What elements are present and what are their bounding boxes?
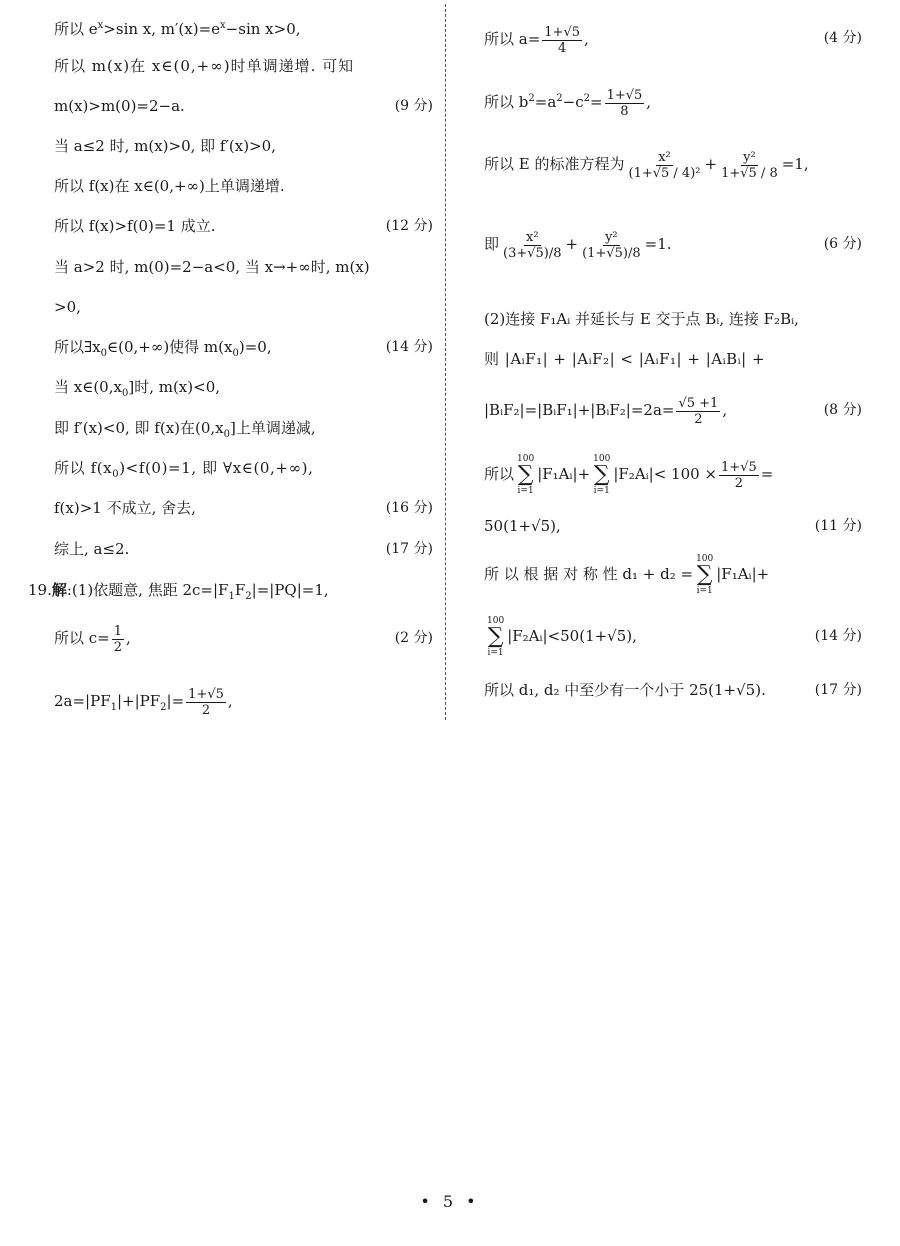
solution-line: [54, 16, 301, 39]
text: ,: [227, 692, 233, 710]
solution-line: [484, 452, 773, 496]
text: 2: [160, 702, 167, 713]
text: 当 x∈(0,x: [54, 378, 122, 396]
text: −c: [562, 93, 584, 111]
numerator: x²: [526, 229, 539, 245]
text: 0: [223, 429, 231, 440]
solution-line: (2)连接 F₁Aᵢ 并延长与 E 交于点 Bᵢ, 连接 F₂Bᵢ,: [484, 310, 799, 328]
text: ,: [722, 401, 728, 419]
sum-lower-limit: i=1: [696, 586, 713, 596]
denominator: 2: [694, 411, 703, 427]
text: =a: [534, 93, 557, 111]
text: |F₂Aᵢ|< 100 ×: [613, 465, 718, 483]
solution-line: [54, 684, 233, 725]
sum-upper-limit: 100: [593, 454, 611, 464]
solution-line: [484, 22, 589, 56]
score-mark: (14 分): [385, 339, 433, 355]
text: 0: [100, 348, 107, 359]
text: 所以 e: [54, 20, 98, 38]
text: 所以 b: [484, 93, 529, 111]
score-mark: (14 分): [814, 628, 862, 644]
solution-line: 50(1+√5),: [484, 517, 561, 535]
fraction: [501, 230, 564, 261]
solution-line: [484, 82, 651, 119]
numerator: 1+√5: [721, 459, 757, 475]
text: x: [220, 20, 226, 31]
numerator: 1+√5: [188, 686, 224, 702]
denominator: (3+√5)/8: [503, 245, 562, 261]
fraction: [542, 25, 582, 56]
text: |BᵢF₂|=|BᵢF₁|+|BᵢF₂|=2a=: [484, 401, 675, 419]
solution-line: [54, 418, 316, 445]
text: ]上单调递减,: [230, 419, 316, 437]
text: |=|PQ|=1,: [251, 581, 329, 599]
summation-symbol: [487, 616, 504, 658]
text: 所以 a=: [484, 30, 541, 48]
fraction: [580, 230, 643, 261]
text: 1: [110, 702, 117, 713]
numerator: 1+√5: [544, 24, 580, 40]
column-divider: [445, 4, 446, 720]
sigma-glyph: ∑: [696, 562, 713, 587]
text: −sin x>0,: [225, 20, 301, 38]
text: 即: [484, 235, 500, 253]
text: =1.: [644, 235, 672, 253]
solution-line: m(x)>m(0)=2−a.: [54, 97, 185, 115]
text: +: [704, 155, 718, 173]
text: 1: [228, 591, 235, 602]
text: |F₁Aᵢ|+: [716, 565, 770, 583]
denominator: (1+√5 / 4)²: [628, 165, 701, 181]
text: |F₂Aᵢ|<50(1+√5),: [507, 627, 637, 645]
text: F: [234, 581, 246, 599]
text: +: [565, 235, 579, 253]
text: ,: [646, 93, 652, 111]
text: 所以∃x: [54, 338, 101, 356]
score-mark: (2 分): [394, 630, 433, 646]
sum-upper-limit: 100: [487, 616, 505, 626]
text: x: [97, 20, 104, 31]
denominator: 4: [558, 40, 567, 56]
solution-line: 所以 m(x)在 x∈(0,+∞)时单调递增. 可知: [54, 57, 355, 75]
numerator: √5 +1: [678, 395, 719, 411]
denominator: 2: [734, 475, 744, 491]
page-number: • 5 •: [420, 1192, 480, 1211]
text: 所以 c=: [54, 629, 110, 647]
text: 0: [232, 348, 239, 359]
solution-line: [484, 393, 727, 427]
fraction: [605, 88, 645, 119]
numerator: 1+√5: [606, 87, 643, 103]
text: |F₁Aᵢ|+: [537, 465, 591, 483]
text: =: [760, 465, 774, 483]
solution-line: 综上, a≤2.: [54, 540, 130, 558]
solution-line: 所以 d₁, d₂ 中至少有一个小于 25(1+√5).: [484, 681, 766, 699]
denominator: 1+√5 / 8: [721, 165, 778, 181]
solution-line: [484, 142, 809, 186]
solution-line: 当 a>2 时, m(0)=2−a<0, 当 x→+∞时, m(x): [54, 258, 370, 276]
question-number: 19.: [28, 581, 52, 599]
denominator: 2: [201, 702, 211, 718]
solution-line: [54, 377, 220, 404]
text: =1,: [781, 155, 809, 173]
text: 所以 f(x: [54, 459, 113, 477]
score-mark: (6 分): [823, 236, 862, 252]
solution-line: 则 |AᵢF₁| + |AᵢF₂| < |AᵢF₁| + |AᵢBᵢ| +: [484, 350, 766, 368]
solution-line: [484, 552, 769, 596]
numerator: 1: [113, 623, 123, 639]
score-mark: (11 分): [814, 518, 862, 534]
fraction: [719, 150, 780, 181]
denominator: 2: [113, 639, 123, 655]
solution-line: f(x)>1 不成立, 舍去,: [54, 499, 196, 517]
text: >sin x, m′(x)=e: [103, 20, 221, 38]
numerator: y²: [743, 149, 756, 165]
fraction: [186, 687, 226, 718]
text: 即 f′(x)<0, 即 f(x)在(0,x: [54, 419, 224, 437]
text: |=: [166, 692, 185, 710]
sum-lower-limit: i=1: [593, 486, 610, 496]
sum-upper-limit: 100: [696, 554, 714, 564]
text: 2: [556, 93, 563, 104]
text: 2: [245, 591, 252, 602]
text: :(1)依题意, 焦距 2c=|F: [66, 581, 229, 599]
text: 0: [112, 469, 120, 480]
solution-line: [54, 458, 314, 485]
text: =: [590, 93, 603, 111]
text: 所 以 根 据 对 称 性 d₁ + d₂ =: [484, 565, 694, 583]
solution-line: [484, 614, 637, 658]
fraction: [112, 624, 124, 655]
question-19-header: [28, 580, 329, 607]
sum-upper-limit: 100: [517, 454, 535, 464]
text: 所以 E 的标准方程为: [484, 155, 625, 173]
solution-line: 所以 f(x)>f(0)=1 成立.: [54, 217, 216, 235]
score-mark: (9 分): [394, 98, 433, 114]
denominator: 8: [620, 103, 629, 119]
score-mark: (4 分): [823, 30, 862, 46]
text: |+|PF: [116, 692, 161, 710]
solution-line: [484, 222, 672, 266]
fraction: [627, 150, 703, 181]
text: ∈(0,+∞)使得 m(x: [106, 338, 233, 356]
summation-symbol: [593, 454, 610, 496]
solution-label: 解: [51, 581, 67, 599]
solution-line: 所以 f(x)在 x∈(0,+∞)上单调递增.: [54, 177, 285, 195]
text: )=0,: [238, 338, 272, 356]
score-mark: (16 分): [385, 500, 433, 516]
text: 所以: [484, 465, 515, 483]
sum-lower-limit: i=1: [487, 648, 504, 658]
summation-symbol: [517, 454, 534, 496]
sigma-glyph: ∑: [487, 624, 504, 649]
score-mark: (17 分): [814, 682, 862, 698]
sum-lower-limit: i=1: [517, 486, 534, 496]
summation-symbol: [696, 554, 713, 596]
sigma-glyph: ∑: [517, 462, 534, 487]
text: 2a=|PF: [54, 692, 111, 710]
text: 2: [528, 93, 535, 104]
denominator: (1+√5)/8: [582, 245, 641, 261]
text: 0: [121, 388, 129, 399]
score-mark: (17 分): [385, 541, 433, 557]
text: ,: [584, 30, 589, 48]
fraction: [719, 460, 759, 491]
text: 2: [583, 93, 590, 104]
score-mark: (8 分): [823, 402, 862, 418]
solution-line: [54, 621, 131, 655]
numerator: x²: [658, 149, 671, 165]
text: ,: [126, 629, 131, 647]
solution-line: [54, 337, 272, 364]
text: )<f(0)=1, 即 ∀x∈(0,+∞),: [119, 459, 314, 477]
sigma-glyph: ∑: [593, 462, 610, 487]
score-mark: (12 分): [385, 218, 433, 234]
fraction: [676, 396, 720, 427]
solution-line: 当 a≤2 时, m(x)>0, 即 f′(x)>0,: [54, 137, 276, 155]
numerator: y²: [605, 229, 618, 245]
text: ]时, m(x)<0,: [128, 378, 220, 396]
solution-line: >0,: [54, 298, 81, 316]
